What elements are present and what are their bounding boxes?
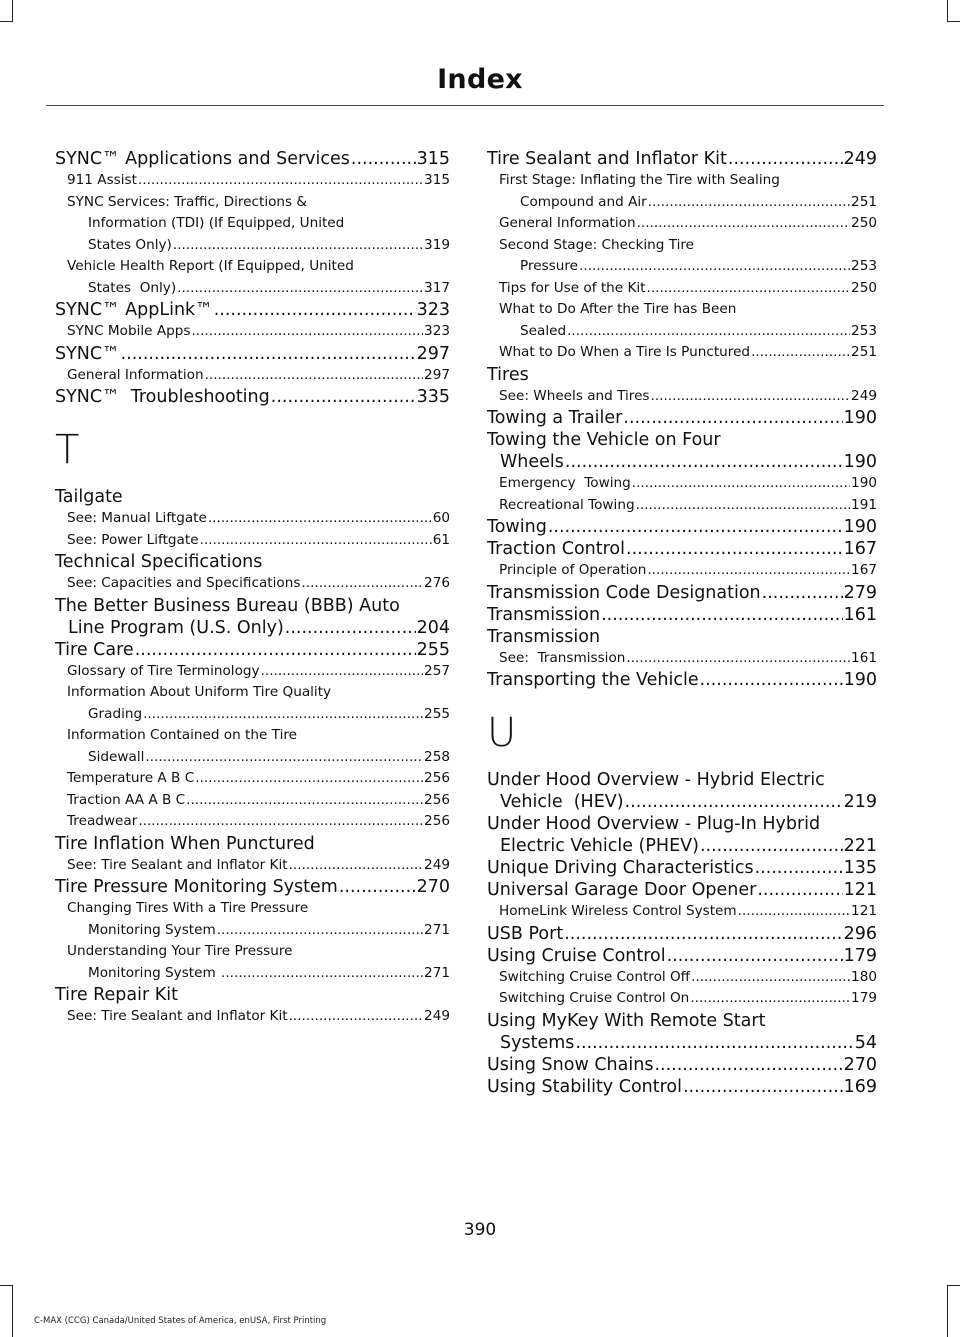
dot-leader [565, 451, 843, 473]
page-reference: 60 [432, 510, 450, 526]
entry-text: Tire Care [55, 639, 134, 660]
index-subentry [487, 473, 877, 495]
entry-text: Line Program (U.S. Only) [68, 617, 284, 638]
entry-text: Universal Garage Door Opener [487, 880, 757, 900]
page-reference: 249 [843, 149, 877, 169]
index-entry [487, 879, 877, 901]
page-reference: 121 [851, 903, 877, 919]
index-subentry [55, 278, 450, 300]
page-reference: 221 [843, 836, 877, 856]
entry-text: Using Stability Control [487, 1076, 682, 1097]
entry-text: Unique Driving Characteristics [487, 858, 754, 878]
index-entry: Tailgate [55, 487, 123, 507]
entry-text: Traction AA A B C [67, 791, 186, 808]
index-subentry [55, 170, 450, 192]
entry-text: Transmission Code Designation [487, 582, 761, 603]
dot-leader [637, 213, 850, 235]
dot-leader [738, 901, 850, 923]
entry-text: See: Transmission [499, 649, 626, 666]
page-reference: 335 [416, 387, 450, 407]
crop-mark-bottom-right-h [947, 1285, 960, 1286]
dot-leader [217, 920, 423, 942]
page-reference: 257 [424, 662, 450, 679]
entry-text: Tire Sealant and Inflator Kit [487, 149, 727, 169]
dot-leader [654, 1054, 842, 1076]
page-reference: 249 [424, 1008, 450, 1024]
page-reference: 219 [843, 792, 877, 812]
entry-text: Emergency Towing [499, 475, 631, 491]
page-reference: 190 [843, 408, 877, 428]
dot-leader [205, 365, 423, 387]
index-entry [487, 857, 877, 879]
dot-leader [289, 1006, 423, 1028]
entry-text: 911 Assist [67, 172, 137, 188]
dot-leader [623, 407, 842, 429]
entry-text: Monitoring System [88, 921, 216, 938]
page-reference: 270 [843, 1054, 877, 1075]
index-subentry [55, 321, 450, 343]
entry-text: SYNC™ Troubleshooting [55, 387, 270, 407]
page-reference: 323 [416, 300, 450, 320]
index-subentry [487, 560, 877, 582]
page-reference: 161 [843, 604, 877, 625]
index-subentry [55, 365, 450, 387]
entry-text: See: Capacities and Specifications [67, 575, 301, 591]
page-reference: 319 [424, 236, 450, 253]
entry-text: Vehicle (HEV) [500, 792, 624, 812]
dot-leader [728, 148, 843, 170]
crop-mark-top-right-v [947, 0, 948, 22]
dot-leader [191, 321, 423, 343]
dot-leader [626, 538, 843, 560]
entry-text: Transmission [487, 604, 601, 625]
page-reference: 315 [424, 172, 450, 188]
index-entry [487, 1076, 877, 1098]
page-reference: 253 [851, 322, 877, 339]
page-reference: 121 [843, 880, 877, 900]
entry-text: SYNC Mobile Apps [67, 323, 191, 339]
index-entry: Under Hood Overview - Hybrid Electric [487, 770, 825, 790]
dot-leader [195, 768, 423, 790]
dot-leader [145, 747, 423, 769]
entry-text: Using Snow Chains [487, 1054, 654, 1075]
index-entry [55, 299, 450, 321]
entry-text: Glossary of Tire Terminology [67, 662, 260, 679]
index-subentry [55, 790, 450, 812]
page-reference: 180 [851, 968, 877, 985]
index-subentry: What to Do After the Tire has Been [499, 301, 737, 317]
footer-text: C-MAX (CCG) Canada/United States of America, enUSA, First Printing [34, 1316, 327, 1326]
entry-text: Compound and Air [520, 193, 647, 210]
index-subentry [55, 530, 450, 552]
entry-text: Towing [487, 517, 547, 537]
index-subentry [55, 920, 450, 942]
index-subentry: First Stage: Inflating the Tire with Sealing [499, 172, 780, 188]
index-subentry [487, 256, 877, 278]
dot-leader [755, 857, 843, 879]
dot-leader [271, 386, 416, 408]
page-reference: 258 [424, 748, 450, 765]
entry-text: Grading [88, 705, 143, 722]
index-subentry [55, 573, 450, 595]
entry-text: See: Power Liftgate [67, 531, 199, 548]
index-entry: Tire Repair Kit [55, 985, 178, 1005]
page-reference: 179 [851, 990, 877, 1006]
page-reference: 204 [416, 617, 450, 638]
page-reference: 279 [843, 582, 877, 603]
dot-leader [647, 278, 851, 300]
page-reference: 190 [843, 517, 877, 537]
entry-text: Sealed [520, 322, 567, 339]
index-column-left [55, 148, 450, 1028]
index-subentry [487, 342, 877, 364]
index-subentry [487, 386, 877, 408]
entry-text: General Information [499, 215, 636, 231]
index-subentry [55, 768, 450, 790]
page-reference: 179 [843, 945, 877, 966]
dot-leader [626, 648, 850, 670]
dot-leader [648, 192, 850, 214]
entry-text: Temperature A B C [67, 770, 195, 786]
dot-leader [208, 508, 432, 530]
index-subentry: Information Contained on the Tire [67, 727, 297, 743]
entry-text: Systems [500, 1032, 575, 1053]
index-subentry [487, 495, 877, 517]
page-reference: 297 [416, 343, 450, 364]
page-reference: 255 [424, 705, 450, 722]
index-entry: Under Hood Overview - Plug-In Hybrid [487, 814, 821, 834]
index-entry: Tires [487, 364, 529, 385]
entry-text: States Only) [88, 236, 172, 253]
index-entry [487, 669, 877, 691]
index-column-right [487, 148, 877, 1098]
index-subentry: Second Stage: Checking Tire [499, 236, 695, 253]
page-reference: 253 [851, 258, 877, 274]
dot-leader [138, 170, 423, 192]
page-reference: 271 [424, 921, 450, 938]
index-entry [55, 148, 450, 170]
index-subentry: Understanding Your Tire Pressure [67, 943, 293, 959]
page-reference: 190 [843, 670, 877, 690]
header-divider [46, 105, 884, 106]
index-entry: The Better Business Bureau (BBB) Auto [55, 595, 400, 616]
entry-text: SYNC™ [55, 343, 120, 364]
dot-leader [601, 604, 843, 626]
dot-leader [691, 967, 850, 989]
crop-mark-top-left-h [0, 21, 12, 22]
index-entry [487, 1054, 877, 1076]
dot-leader [301, 573, 423, 595]
dot-leader [177, 278, 423, 300]
dot-leader [143, 704, 423, 726]
dot-leader [567, 321, 850, 343]
index-subentry [55, 235, 450, 257]
page-reference: 191 [851, 496, 877, 513]
page-number: 390 [463, 1220, 497, 1240]
page-reference: 249 [424, 856, 450, 873]
crop-mark-bottom-left-h [0, 1285, 12, 1286]
entry-text: Monitoring System [88, 964, 221, 981]
entry-text: Tips for Use of the Kit [499, 279, 646, 296]
page-title: Index [437, 64, 523, 95]
index-subentry [487, 213, 877, 235]
index-entry [487, 407, 877, 429]
dot-leader [667, 945, 843, 967]
index-entry [55, 617, 450, 639]
entry-text: See: Manual Liftgate [67, 510, 207, 526]
index-subentry: Vehicle Health Report (If Equipped, United [67, 258, 354, 274]
dot-leader [289, 855, 423, 877]
dot-leader [138, 811, 423, 833]
dot-leader [173, 235, 423, 257]
page-reference: 167 [851, 562, 877, 578]
entry-text: Towing a Trailer [487, 408, 623, 428]
index-entry [487, 835, 877, 857]
entry-text: Treadwear [67, 813, 138, 829]
entry-text: USB Port [487, 923, 564, 944]
index-entry [55, 639, 450, 661]
dot-leader [351, 148, 416, 170]
page-reference: 250 [851, 215, 877, 231]
index-subentry [55, 1006, 450, 1028]
index-letter-heading: T [55, 427, 80, 473]
page-reference: 256 [424, 770, 450, 786]
page-reference: 317 [424, 279, 450, 296]
page-reference: 251 [851, 193, 877, 210]
index-entry [55, 386, 450, 408]
dot-leader [647, 560, 850, 582]
dot-leader [548, 516, 843, 538]
dot-leader [579, 256, 850, 278]
index-entry: Using MyKey With Remote Start [487, 1010, 766, 1031]
page-reference: 250 [851, 279, 877, 296]
entry-text: Switching Cruise Control On [499, 990, 690, 1006]
entry-text: Recreational Towing [499, 496, 635, 513]
index-subentry [487, 967, 877, 989]
index-entry: Tire Inflation When Punctured [55, 833, 315, 854]
entry-text: Principle of Operation [499, 562, 647, 578]
dot-leader [700, 669, 843, 691]
entry-text: See: Tire Sealant and Inflator Kit [67, 856, 288, 873]
page-reference: 61 [432, 531, 450, 548]
crop-mark-bottom-left-v [12, 1285, 13, 1337]
index-entry [487, 923, 877, 945]
index-entry [55, 343, 450, 365]
index-subentry [55, 508, 450, 530]
index-subentry [487, 648, 877, 670]
entry-text: Wheels [500, 452, 564, 472]
dot-leader [651, 386, 851, 408]
dot-leader [285, 617, 416, 639]
entry-text: Electric Vehicle (PHEV) [500, 836, 699, 856]
index-letter-heading: U [487, 710, 517, 756]
index-entry [487, 791, 877, 813]
page-reference: 161 [851, 649, 877, 666]
entry-text: See: Wheels and Tires [499, 387, 650, 404]
dot-leader [339, 876, 416, 898]
index-entry [487, 451, 877, 473]
index-entry [55, 876, 450, 898]
index-subentry: SYNC Services: Traffic, Directions & [67, 193, 308, 210]
page-reference: 256 [424, 791, 450, 808]
dot-leader [762, 582, 843, 604]
index-entry: Transmission [487, 626, 601, 647]
index-entry [487, 945, 877, 967]
dot-leader [690, 988, 850, 1010]
dot-leader [214, 299, 416, 321]
index-subentry [487, 988, 877, 1010]
page-reference: 315 [416, 149, 450, 169]
index-entry [487, 516, 877, 538]
index-subentry [487, 901, 877, 923]
index-entry [487, 538, 877, 560]
entry-text: Traction Control [487, 539, 626, 559]
page-reference: 167 [843, 539, 877, 559]
page-reference: 256 [424, 813, 450, 829]
index-subentry [487, 321, 877, 343]
dot-leader [757, 879, 842, 901]
crop-mark-top-left-v [12, 0, 13, 22]
dot-leader [121, 343, 416, 365]
entry-text: See: Tire Sealant and Inflator Kit [67, 1008, 288, 1024]
dot-leader [186, 790, 423, 812]
crop-mark-top-right-h [947, 21, 960, 22]
page-reference: 249 [851, 387, 877, 404]
index-entry [487, 604, 877, 626]
dot-leader [575, 1032, 853, 1054]
dot-leader [636, 495, 850, 517]
index-entry [487, 148, 877, 170]
page-reference: 297 [424, 366, 450, 383]
dot-leader [135, 639, 416, 661]
dot-leader [700, 835, 843, 857]
index-entry: Towing the Vehicle on Four [487, 430, 721, 450]
page-reference: 296 [843, 923, 877, 944]
index-subentry: Information About Uniform Tire Quality [67, 684, 332, 700]
entry-text: Sidewall [88, 748, 145, 765]
dot-leader [261, 661, 423, 683]
index-entry: Technical Specifications [55, 552, 263, 572]
page-reference: 276 [424, 575, 450, 591]
index-subentry: Information (TDI) (If Equipped, United [88, 215, 345, 231]
page-reference: 190 [843, 452, 877, 472]
entry-text: Pressure [520, 258, 579, 274]
dot-leader [200, 530, 432, 552]
index-subentry [55, 963, 450, 985]
page-reference: 323 [424, 323, 450, 339]
entry-text: Using Cruise Control [487, 945, 666, 966]
dot-leader [625, 791, 843, 813]
page-reference: 135 [843, 858, 877, 878]
index-entry [487, 582, 877, 604]
dot-leader [221, 963, 423, 985]
page-reference: 255 [416, 639, 450, 660]
index-subentry [55, 704, 450, 726]
dot-leader [632, 473, 850, 495]
page-reference: 54 [854, 1032, 877, 1053]
entry-text: Tire Pressure Monitoring System [55, 877, 338, 897]
entry-text: States Only) [88, 279, 177, 296]
dot-leader [751, 342, 850, 364]
index-subentry [55, 661, 450, 683]
entry-text: HomeLink Wireless Control System [499, 903, 737, 919]
page-reference: 270 [416, 877, 450, 897]
entry-text: Transporting the Vehicle [487, 670, 699, 690]
index-subentry [55, 855, 450, 877]
entry-text: General Information [67, 366, 204, 383]
index-entry [487, 1032, 877, 1054]
page-reference: 271 [424, 964, 450, 981]
page-reference: 169 [843, 1076, 877, 1097]
index-subentry [487, 278, 877, 300]
index-subentry: Changing Tires With a Tire Pressure [67, 900, 309, 916]
index-subentry [55, 747, 450, 769]
index-subentry [487, 192, 877, 214]
page-reference: 190 [851, 475, 877, 491]
dot-leader [683, 1076, 843, 1098]
index-subentry [55, 811, 450, 833]
entry-text: SYNC™ AppLink™ [55, 300, 213, 320]
entry-text: SYNC™ Applications and Services [55, 149, 350, 169]
entry-text: Switching Cruise Control Off [499, 968, 691, 985]
crop-mark-bottom-right-v [947, 1285, 948, 1337]
entry-text: What to Do When a Tire Is Punctured [499, 344, 751, 360]
page-reference: 251 [851, 344, 877, 360]
dot-leader [564, 923, 842, 945]
